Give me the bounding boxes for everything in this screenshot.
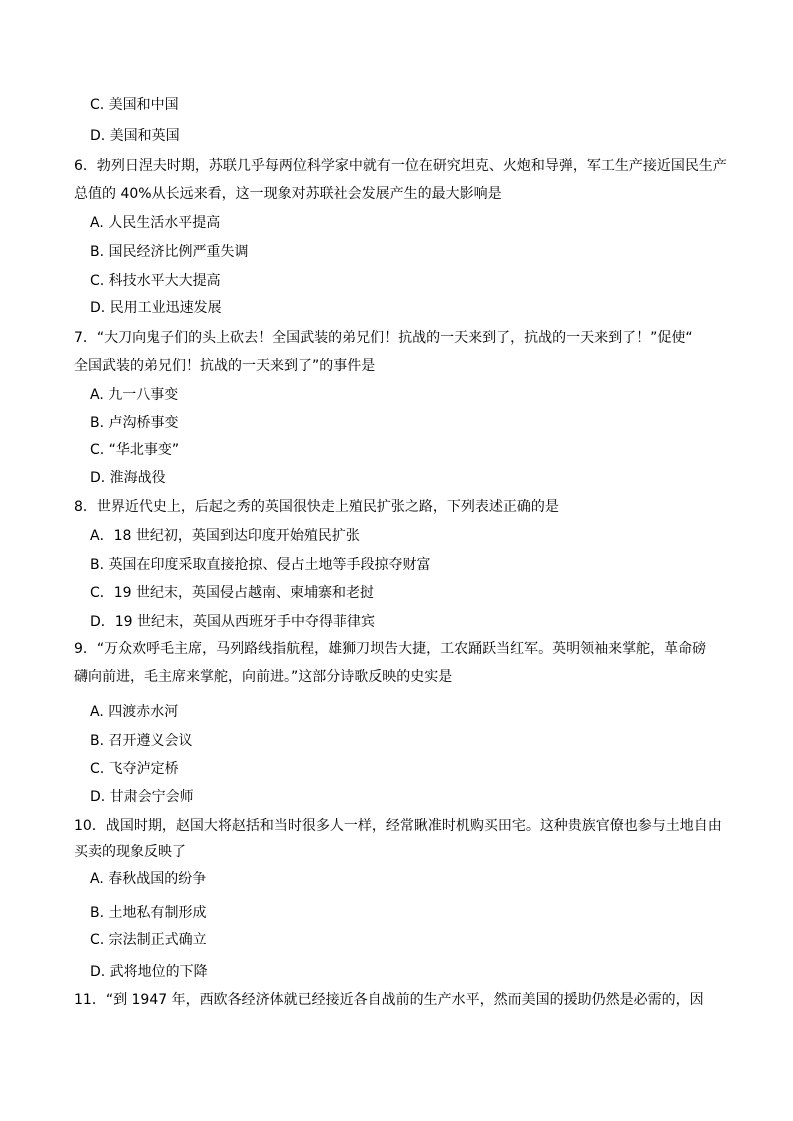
question-11-stem: 11．“到 1947 年，西欧各经济体就已经接近各自战前的生产水平，然而美国的援助仍然是必需的，因 [74,992,704,1008]
option-b: B. 英国在印度采取直接抢掠、侵占土地等手段掠夺财富 [90,557,431,573]
question-9-stem-cont: 礴向前进，毛主席来掌舵，向前进。”这部分诗歌反映的史实是 [74,669,453,685]
question-6-stem: 6．勃列日涅夫时期，苏联几乎每两位科学家中就有一位在研究坦克、火炮和导弹，军工生产接近国民生产 [74,158,727,174]
option-d: D. 淮海战役 [90,470,166,486]
option-d: D. 甘肃会宁会师 [90,789,194,805]
option-d: D．19 世纪末，英国从西班牙手中夺得菲律宾 [90,614,376,630]
question-8-stem: 8．世界近代史上，后起之秀的英国很快走上殖民扩张之路，下列表述正确的是 [74,499,559,515]
question-10-stem: 10．战国时期，赵国大将赵括和当时很多人一样，经常瞅准时机购买田宅。这种贵族官僚也参与土地自由 [74,818,722,834]
question-6-stem-cont: 总值的 40%从长远来看，这一现象对苏联社会发展产生的最大影响是 [74,186,502,202]
option-c: C. 科技水平大大提高 [90,273,221,289]
option-d: D. 武将地位的下降 [90,964,208,980]
option-a: A．18 世纪初，英国到达印度开始殖民扩张 [90,528,360,544]
question-9-stem: 9．“万众欢呼毛主席，马列路线指航程，雄狮刀坝告大捷，工农踊跃当红军。英明领袖来掌舵，革命磅 [74,641,707,657]
option-a: A. 四渡赤水河 [90,704,179,720]
option-b: B. 土地私有制形成 [90,905,207,921]
option-a: A. 九一八事变 [90,387,179,403]
option-c: C．19 世纪末，英国侵占越南、柬埔寨和老挝 [90,585,375,601]
option-a: A. 人民生活水平提高 [90,215,221,231]
option-a: A. 春秋战国的纷争 [90,871,207,887]
option-b: B. 召开遵义会议 [90,733,193,749]
option-c: C. “华北事变” [90,442,180,458]
option-d: D. 民用工业迅速发展 [90,300,222,316]
option-c: C. 飞夺泸定桥 [90,761,179,777]
option-c: C. 美国和中国 [90,97,179,113]
option-b: B. 卢沟桥事变 [90,415,179,431]
option-d: D. 美国和英国 [90,128,180,144]
option-b: B. 国民经济比例严重失调 [90,244,249,260]
question-7-stem-cont: 全国武装的弟兄们！抗战的一天来到了”的事件是 [74,358,376,374]
question-10-stem-cont: 买卖的现象反映了 [74,844,186,860]
question-7-stem: 7．“大刀向鬼子们的头上砍去！全国武装的弟兄们！抗战的一天来到了，抗战的一天来到了！”促使“ [74,330,693,346]
option-c: C. 宗法制正式确立 [90,932,207,948]
